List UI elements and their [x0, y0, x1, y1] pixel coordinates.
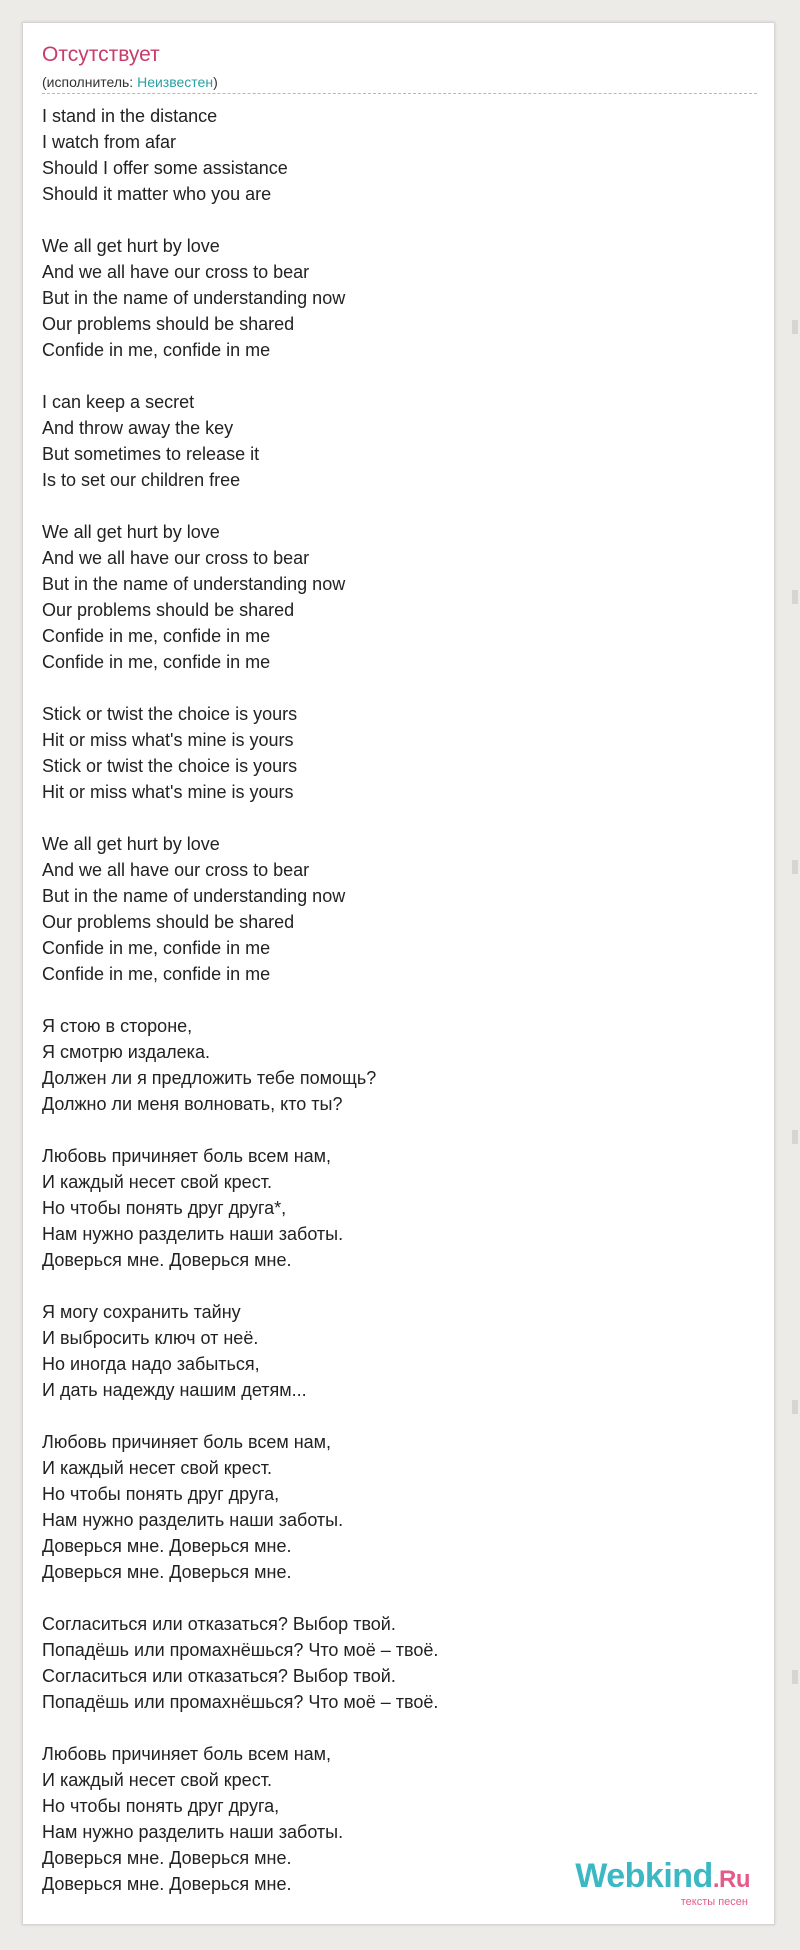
- lyrics-line: Should I offer some assistance: [42, 158, 288, 178]
- lyrics-line: Нам нужно разделить наши заботы.: [42, 1510, 344, 1530]
- lyrics-line: I can keep a secret: [42, 392, 195, 412]
- logo-tagline: тексты песен: [680, 1896, 748, 1908]
- lyrics-line: Our problems should be shared: [42, 912, 295, 932]
- lyrics-line: Доверься мне. Доверься мне.: [42, 1536, 292, 1556]
- lyrics-line: Любовь причиняет боль всем нам,: [42, 1146, 332, 1166]
- song-title: Отсутствует: [42, 43, 160, 66]
- lyrics-stanza: [42, 233, 438, 363]
- lyrics-line: Но чтобы понять друг друга,: [42, 1796, 280, 1816]
- page-edge-marks: [790, 0, 800, 1950]
- lyrics-line: Я могу сохранить тайну: [42, 1302, 241, 1322]
- lyrics-stanza: [42, 519, 438, 675]
- lyrics-line: Confide in me, confide in me: [42, 938, 271, 958]
- lyrics-line: Hit or miss what's mine is yours: [42, 782, 294, 802]
- logo-wordmark: [575, 1858, 750, 1898]
- lyrics-stanza: [42, 831, 438, 987]
- logo-name: Webkind: [575, 1857, 713, 1895]
- lyrics-line: И дать надежду нашим детям...: [42, 1380, 307, 1400]
- lyrics-line: Должен ли я предложить тебе помощь?: [42, 1068, 377, 1088]
- lyrics-line: Я смотрю издалека.: [42, 1042, 210, 1062]
- lyrics-stanza: [42, 1143, 438, 1273]
- logo-tld: .Ru: [712, 1866, 750, 1893]
- lyrics-line: И каждый несет свой крест.: [42, 1458, 272, 1478]
- lyrics-line: Confide in me, confide in me: [42, 626, 271, 646]
- lyrics-line: Should it matter who you are: [42, 184, 272, 204]
- lyrics-line: Нам нужно разделить наши заботы.: [42, 1224, 344, 1244]
- lyrics-stanza: [42, 1741, 438, 1897]
- lyrics-line: And we all have our cross to bear: [42, 548, 310, 568]
- lyrics-line: We all get hurt by love: [42, 522, 220, 542]
- lyrics-line: But in the name of understanding now: [42, 288, 346, 308]
- lyrics-line: We all get hurt by love: [42, 834, 220, 854]
- lyrics-line: Согласиться или отказаться? Выбор твой.: [42, 1614, 396, 1634]
- lyrics-line: Доверься мне. Доверься мне.: [42, 1848, 292, 1868]
- lyrics-line: Согласиться или отказаться? Выбор твой.: [42, 1666, 396, 1686]
- song-artist-line: [42, 73, 218, 91]
- lyrics-stanza: [42, 1299, 438, 1403]
- lyrics-line: We all get hurt by love: [42, 236, 220, 256]
- lyrics-line: Our problems should be shared: [42, 600, 295, 620]
- lyrics-line: But in the name of understanding now: [42, 886, 346, 906]
- site-logo[interactable]: [575, 1858, 750, 1908]
- lyrics-line: But in the name of understanding now: [42, 574, 346, 594]
- lyrics-line: I stand in the distance: [42, 106, 218, 126]
- lyrics-line: И каждый несет свой крест.: [42, 1172, 272, 1192]
- lyrics-line: Hit or miss what's mine is yours: [42, 730, 294, 750]
- artist-suffix: ): [213, 74, 218, 90]
- lyrics-line: Доверься мне. Доверься мне.: [42, 1250, 292, 1270]
- lyrics-line: Я стою в стороне,: [42, 1016, 193, 1036]
- lyrics-line: И выбросить ключ от неё.: [42, 1328, 259, 1348]
- lyrics-line: Confide in me, confide in me: [42, 964, 271, 984]
- lyrics-line: Доверься мне. Доверься мне.: [42, 1874, 292, 1894]
- lyrics-stanza: [42, 701, 438, 805]
- lyrics-stanza: [42, 1429, 438, 1585]
- lyrics-line: But sometimes to release it: [42, 444, 260, 464]
- lyrics-line: I watch from afar: [42, 132, 177, 152]
- lyrics-line: Но чтобы понять друг друга,: [42, 1484, 280, 1504]
- lyrics-line: And we all have our cross to bear: [42, 860, 310, 880]
- lyrics-line: Нам нужно разделить наши заботы.: [42, 1822, 344, 1842]
- lyrics-stanza: [42, 103, 438, 207]
- lyrics-line: И каждый несет свой крест.: [42, 1770, 272, 1790]
- title-divider: [42, 93, 757, 94]
- lyrics-text: [42, 103, 438, 1923]
- lyrics-stanza: [42, 1013, 438, 1117]
- artist-link[interactable]: Неизвестен: [137, 74, 214, 90]
- lyrics-line: Попадёшь или промахнёшься? Что моё – твоё.: [42, 1640, 439, 1660]
- lyrics-line: Попадёшь или промахнёшься? Что моё – твоё.: [42, 1692, 439, 1712]
- lyrics-line: Но иногда надо забыться,: [42, 1354, 260, 1374]
- lyrics-line: And throw away the key: [42, 418, 234, 438]
- lyrics-line: Доверься мне. Доверься мне.: [42, 1562, 292, 1582]
- lyrics-line: Our problems should be shared: [42, 314, 295, 334]
- artist-prefix: (исполнитель:: [42, 74, 138, 90]
- lyrics-line: Должно ли меня волновать, кто ты?: [42, 1094, 343, 1114]
- lyrics-card: [22, 22, 775, 1925]
- lyrics-line: Любовь причиняет боль всем нам,: [42, 1744, 332, 1764]
- lyrics-line: Stick or twist the choice is yours: [42, 756, 298, 776]
- lyrics-line: Confide in me, confide in me: [42, 652, 271, 672]
- lyrics-stanza: [42, 389, 438, 493]
- lyrics-line: And we all have our cross to bear: [42, 262, 310, 282]
- lyrics-line: Stick or twist the choice is yours: [42, 704, 298, 724]
- lyrics-stanza: [42, 1611, 438, 1715]
- lyrics-line: Но чтобы понять друг друга*,: [42, 1198, 287, 1218]
- lyrics-line: Confide in me, confide in me: [42, 340, 271, 360]
- lyrics-line: Is to set our children free: [42, 470, 241, 490]
- lyrics-line: Любовь причиняет боль всем нам,: [42, 1432, 332, 1452]
